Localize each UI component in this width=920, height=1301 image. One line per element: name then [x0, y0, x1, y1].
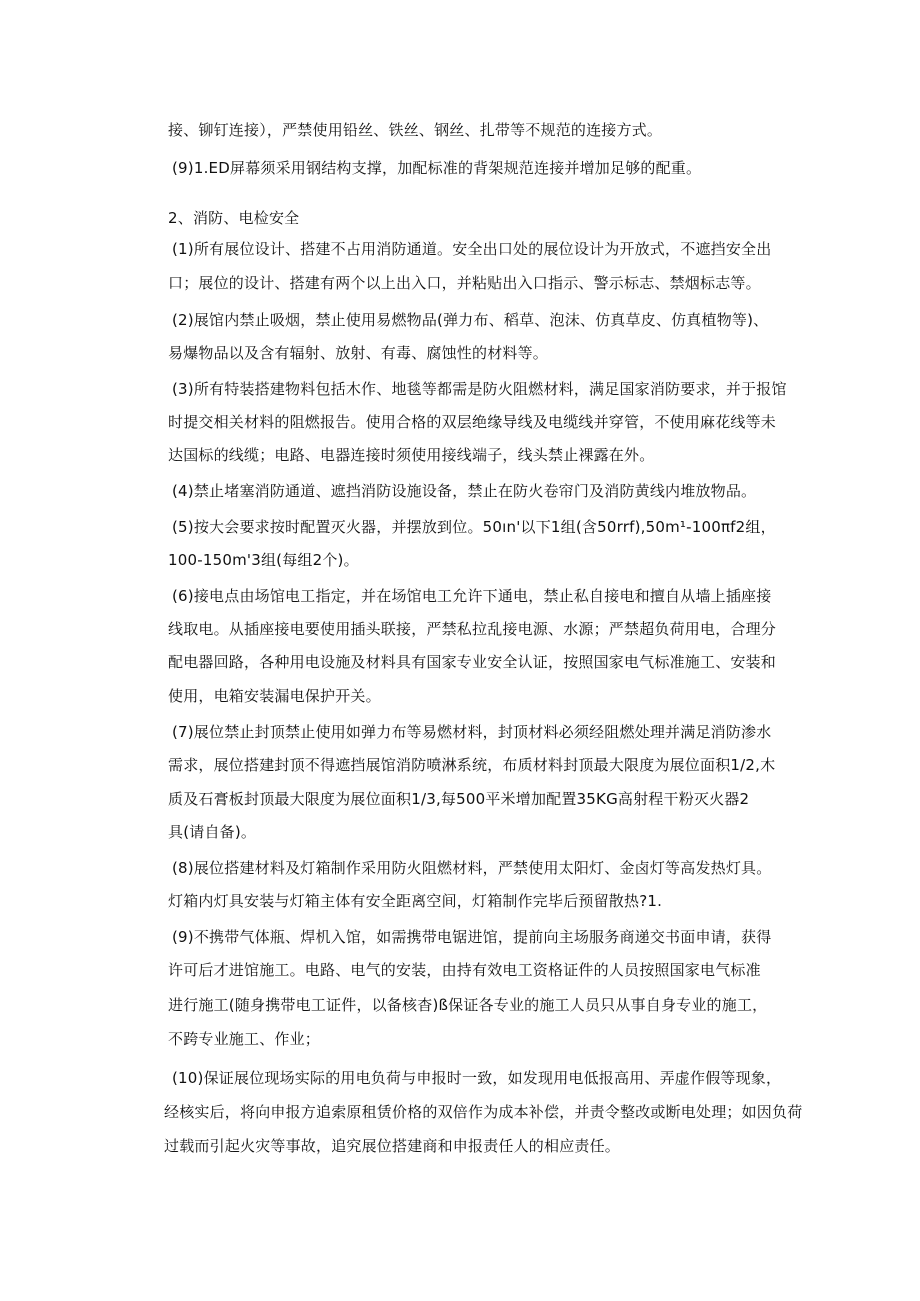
text-line: (4)禁止堵塞消防通道、遮挡消防设施设备，禁止在防火卷帘门及消防黄线内堆放物品。 [172, 482, 757, 500]
text-line: (1)所有展位设计、搭建不占用消防通道。安全出口处的展位设计为开放式，不遮挡安全出 [172, 240, 772, 258]
text-line: 需求，展位搭建封顶不得遮挡展馆消防喷淋系统，布质材料封顶最大限度为展位面积1/2,木 [168, 756, 776, 774]
text-line: (8)展位搭建材料及灯箱制作采用防火阻燃材料，严禁使用太阳灯、金卤灯等高发热灯具。 [172, 859, 772, 877]
text-line: 过载而引起火灾等事故，追究展位搭建商和申报责任人的相应责任。 [164, 1137, 621, 1155]
text-line: (3)所有特装搭建物料包括木作、地毯等都需是防火阻燃材料，满足国家消防要求，并于报馆 [172, 380, 787, 398]
text-line: (7)展位禁止封顶禁止使用如弹力布等易燃材料，封顶材料必须经阻燃处理并满足消防渗水 [172, 723, 772, 741]
text-line: 口；展位的设计、搭建有两个以上出入口，并粘贴出入口指示、警示标志、禁烟标志等。 [168, 274, 761, 292]
text-line: 线取电。从插座接电要使用插头联接，严禁私拉乱接电源、水源；严禁超负荷用电，合理分 [168, 620, 777, 638]
text-line: (6)接电点由场馆电工指定，并在场馆电工允许下通电，禁止私自接电和擅自从墙上插座接 [172, 587, 772, 605]
text-line: (9)不携带气体瓶、焊机入馆，如需携带电锯进馆，提前向主场服务商递交书面申请，获得 [172, 928, 772, 946]
text-line: 接、铆钉连接），严禁使用铅丝、铁丝、钢丝、扎带等不规范的连接方式。 [168, 121, 663, 139]
text-line: 时提交相关材料的阻燃报告。使用合格的双层绝缘导线及电缆线并穿管，不使用麻花线等未 [168, 413, 777, 431]
text-line: 使用，电箱安装漏电保护开关。 [168, 687, 381, 705]
text-line: 达国标的线缆；电路、电器连接时须使用接线端子，线头禁止裸露在外。 [168, 446, 655, 464]
text-line: (9)1.ED屏幕须采用钢结构支撑，加配标准的背架规范连接并增加足够的配重。 [172, 159, 702, 177]
text-line: 易爆物品以及含有辐射、放射、有毒、腐蚀性的材料等。 [168, 344, 549, 362]
text-line: 质及石膏板封顶最大限度为展位面积1/3,每500平米增加配置35KG高射程干粉灭火器2 [168, 790, 750, 808]
section-heading: 2、消防、电检安全 [168, 209, 300, 227]
text-line: 配电器回路，各种用电设施及材料具有国家专业安全认证，按照国家电气标准施工、安装和 [168, 653, 777, 671]
text-line: 许可后才进馆施工。电路、电气的安装，由持有效电工资格证件的人员按照国家电气标准 [168, 961, 761, 979]
text-line: 100-150m'3组(每组2个)。 [168, 551, 359, 569]
text-line: (10)保证展位现场实际的用电负荷与申报时一致，如发现用电低报高用、弄虚作假等现象， [172, 1069, 782, 1087]
text-line: 具(请自备)。 [168, 823, 257, 841]
text-line: 不跨专业施工、作业； [168, 1030, 321, 1048]
text-line: 灯箱内灯具安装与灯箱主体有安全距离空间，灯箱制作完毕后预留散热?1. [168, 892, 663, 910]
text-line: 进行施工(随身携带电工证件，以备核杳)ß保证各专业的施工人员只从事自身专业的施工， [168, 996, 768, 1014]
text-line: 经核实后，将向申报方追索原租赁价格的双倍作为成本补偿，并责令整改或断电处理；如因负荷 [164, 1103, 803, 1121]
text-line: (2)展馆内禁止吸烟，禁止使用易燃物品(弹力布、稻草、泡沫、仿真草皮、仿真植物等)、 [172, 311, 769, 329]
text-line: (5)按大会要求按时配置灭火器，并摆放到位。50ın'以下1组(含50rrf),50m¹-100πf2组， [172, 518, 776, 536]
